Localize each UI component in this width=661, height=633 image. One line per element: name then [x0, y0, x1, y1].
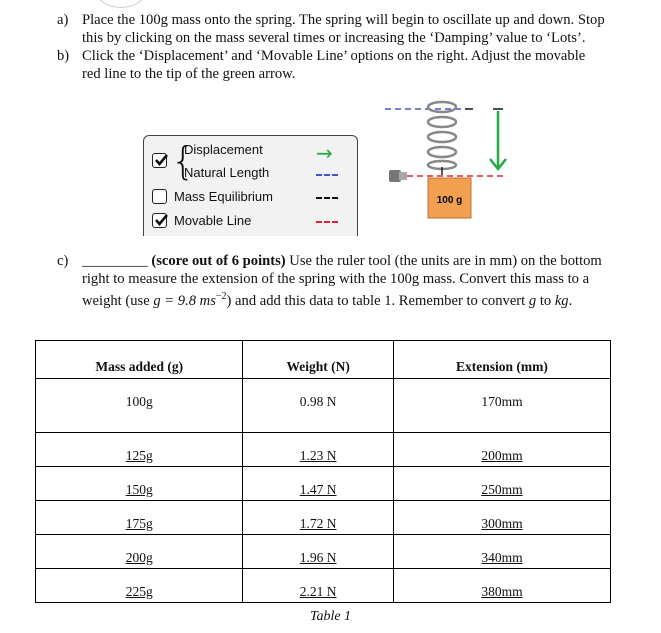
decorative-arc — [95, 0, 147, 8]
table-row: 175g 1.72 N 300mm — [36, 501, 611, 535]
movable-line-legend — [316, 221, 338, 223]
spring-icon — [428, 102, 456, 169]
spring-simulation[interactable] — [385, 95, 510, 225]
table-row: 225g 2.21 N 380mm — [36, 569, 611, 603]
brace-icon: { — [171, 139, 196, 183]
mass-label: 100 g — [436, 195, 463, 206]
displacement-checkbox[interactable] — [152, 153, 167, 168]
movable-line-checkbox[interactable] — [152, 213, 167, 228]
natural-length-legend — [316, 174, 338, 176]
table-row: 150g 1.47 N 250mm — [36, 467, 611, 501]
mass-equilibrium-legend — [316, 197, 338, 199]
green-arrow-legend-icon: → — [316, 141, 333, 165]
table-caption: Table 1 — [309, 609, 352, 624]
table-row: 100g 0.98 N 170mm — [36, 379, 611, 433]
display-options-panel: { Displacement Natural Length Mass Equilibrium Movable Line → — [143, 135, 358, 236]
table-row: 125g 1.23 N 200mm — [36, 433, 611, 467]
table-row: 200g 1.96 N 340mm — [36, 535, 611, 569]
data-table — [35, 340, 611, 603]
table-header-row: Mass added (g) Weight (N) Extension (mm) — [36, 341, 611, 379]
score-blank[interactable]: _________ — [82, 253, 148, 269]
mass-equilibrium-checkbox[interactable] — [152, 189, 167, 204]
